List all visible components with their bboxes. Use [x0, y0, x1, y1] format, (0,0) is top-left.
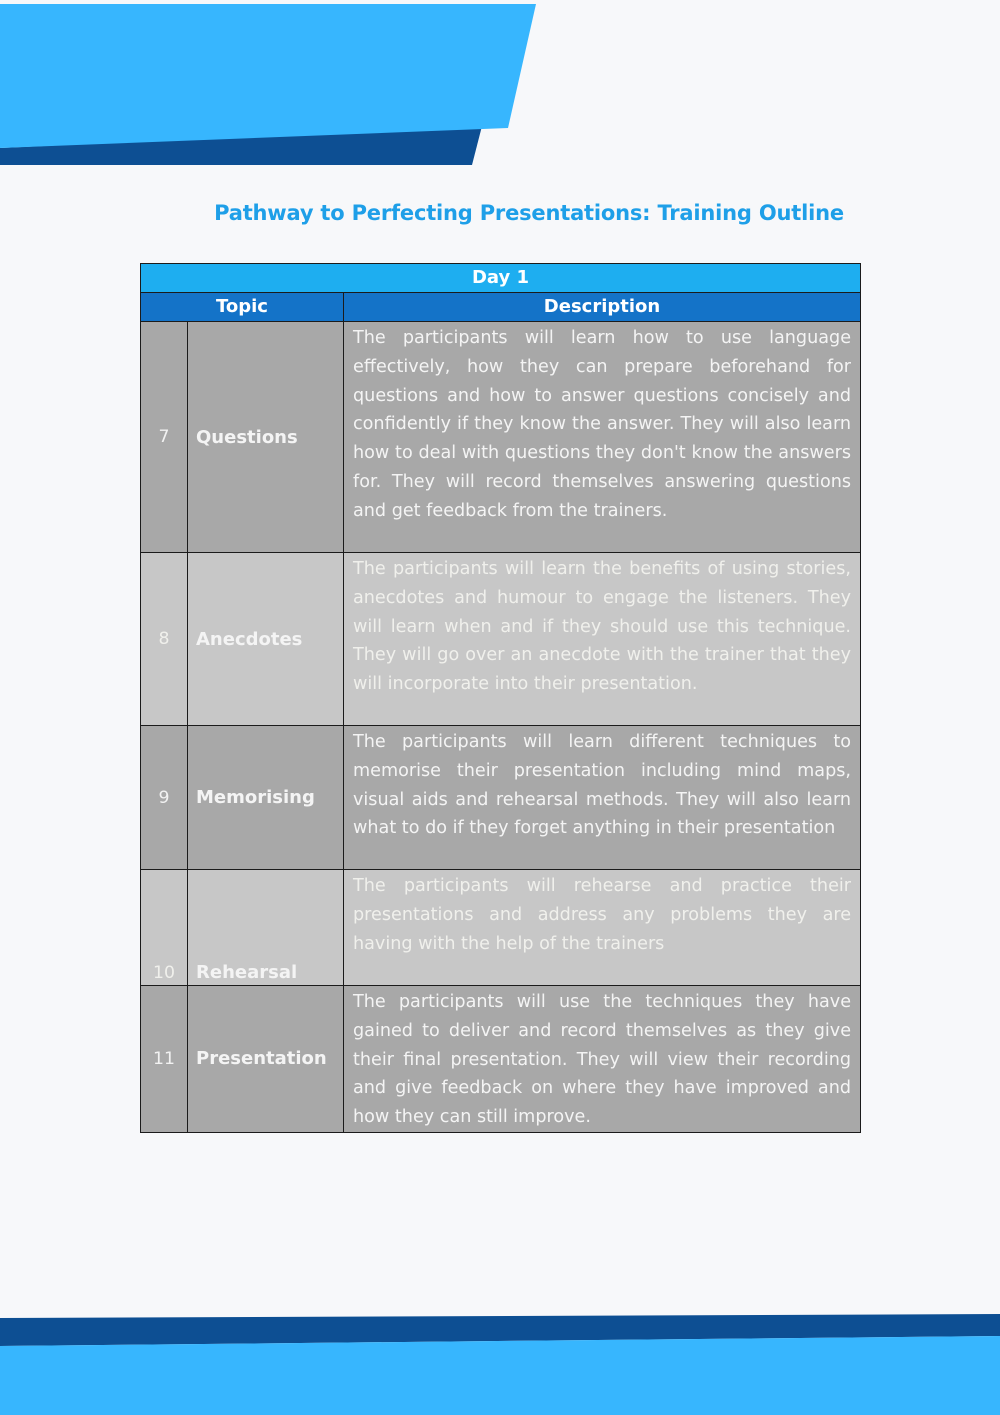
row-description: The participants will use the techniques they have gained to deliver and record themselves as they give their final presentation. They will view their recording and give feedback on where they have improved and how they can still improve.	[344, 986, 861, 1133]
row-description: The participants will rehearse and practice their presentations and address any problems they are having with the help of the trainers	[344, 870, 861, 986]
day-header-row	[141, 264, 861, 293]
column-header-row	[141, 293, 861, 322]
row-description: The participants will learn different techniques to memorise their presentation including mind maps, visual aids and rehearsal methods. They will also learn what to do if they forget anything in their presentation	[344, 726, 861, 870]
row-topic: Questions	[188, 322, 344, 553]
footer-decoration	[0, 1310, 1000, 1415]
row-description: The participants will learn how to use language effectively, how they can prepare beforehand for questions and how to answer questions concisely and confidently if they know the answer. They will also learn how to deal with questions they don't know the answers for. They will record themselves answering questions and get feedback from the trainers.	[344, 322, 861, 553]
row-description: The participants will learn the benefits of using stories, anecdotes and humour to engage the listeners. They will learn when and if they should use this technique. They will go over an anecdote with the trainer that they will incorporate into their presentation.	[344, 553, 861, 726]
training-outline-table	[140, 263, 860, 1133]
row-number: 11	[141, 986, 188, 1133]
header-decoration	[0, 0, 540, 170]
row-number: 10	[141, 870, 188, 986]
row-topic: Rehearsal	[188, 870, 344, 986]
topic-header: Topic	[141, 293, 344, 322]
table-row	[141, 870, 861, 986]
row-topic: Presentation	[188, 986, 344, 1133]
row-topic: Memorising	[188, 726, 344, 870]
page-title: Pathway to Perfecting Presentations: Training Outline	[214, 201, 844, 225]
row-topic: Anecdotes	[188, 553, 344, 726]
row-number: 7	[141, 322, 188, 553]
table-row	[141, 986, 861, 1133]
table-row	[141, 322, 861, 553]
header-light-band	[0, 4, 536, 148]
day-label: Day 1	[141, 264, 861, 293]
table-row	[141, 726, 861, 870]
footer-light-band	[0, 1336, 1000, 1415]
row-number: 8	[141, 553, 188, 726]
row-number: 9	[141, 726, 188, 870]
description-header: Description	[344, 293, 861, 322]
outline-table	[140, 263, 861, 1133]
table-row	[141, 553, 861, 726]
